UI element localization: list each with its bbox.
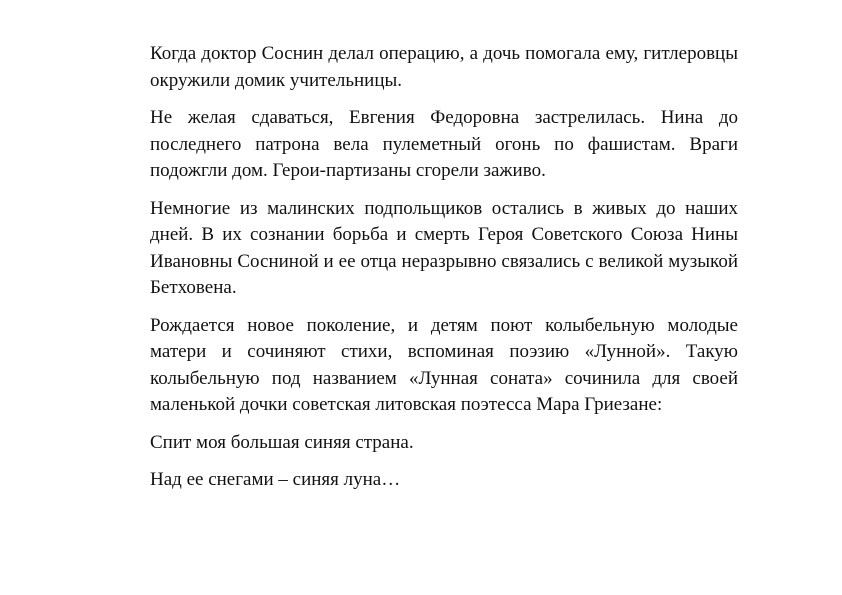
paragraph-1: Когда доктор Соснин делал операцию, а дочь помогала ему, гитлеровцы окружили домик учительницы. <box>150 43 738 91</box>
poem-line-1: Спит моя большая синяя страна. <box>150 431 414 453</box>
poem-line-2: Над ее снегами – синяя луна… <box>150 469 401 490</box>
paragraph-4: Рождается новое поколение, и детям поют колыбельную молодые матери и сочиняют стихи, вспоминая поэзию «Лунной». Такую колыбельную под названием «Лунная соната» сочинила для своей маленькой дочки советская литовская поэтесса Мара Гриезане: <box>150 314 738 415</box>
paragraph-2: Не желая сдаваться, Евгения Федоровна застрелилась. Нина до последнего патрона вела пулеметный огонь по фашистам. Враги подожгли дом. Герои-партизаны сгорели заживо. <box>150 107 738 181</box>
paragraph-3: Немногие из малинских подпольщиков остались в живых до наших дней. В их сознании борьба и смерть Героя Советского Союза Нины Ивановны Сосниной и ее отца неразрывно связались с великой музыкой Бетховена. <box>150 197 738 298</box>
document-body <box>150 41 738 505</box>
